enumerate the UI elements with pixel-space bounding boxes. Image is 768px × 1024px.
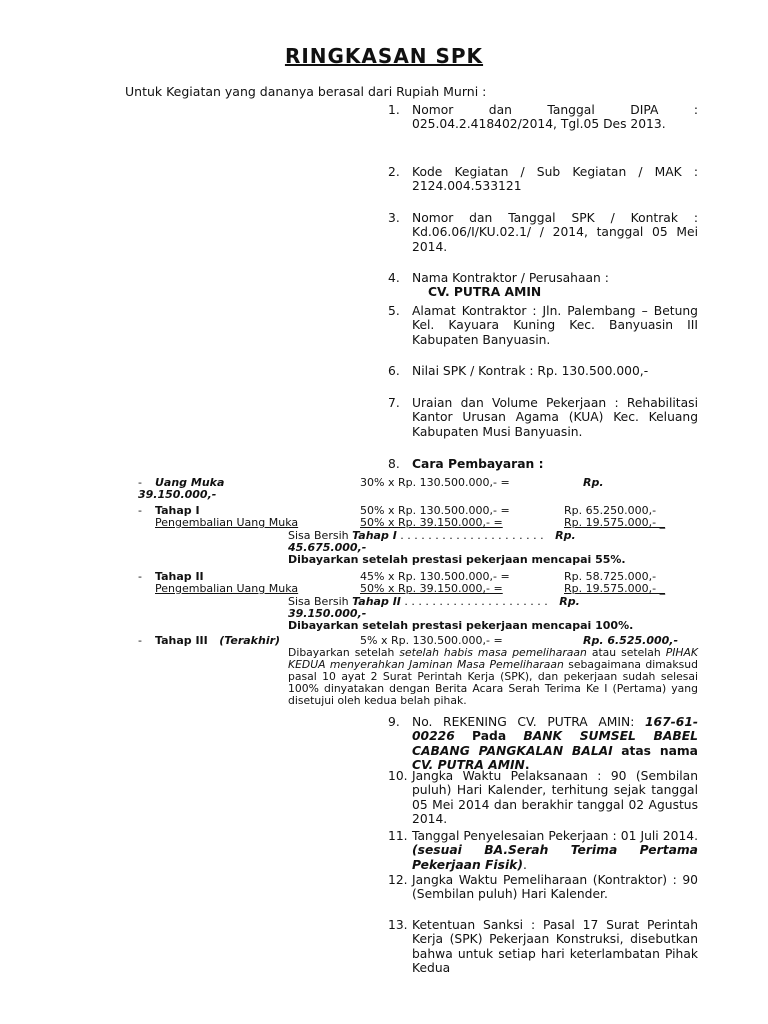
- tahap2-net-amount: 39.150.000,-: [288, 607, 367, 620]
- document-title: RINGKASAN SPK: [284, 44, 484, 68]
- item-8: [388, 457, 698, 471]
- tahap2-return-calc: 50% x Rp. 39.150.000,- =: [360, 582, 503, 595]
- tahap2-note: Dibayarkan setelah prestasi pekerjaan mencapai 100%.: [288, 619, 634, 632]
- tahap3-calc: 5% x Rp. 130.500.000,- =: [360, 634, 503, 647]
- item-3: [388, 211, 698, 254]
- item-number: 13.: [388, 918, 408, 932]
- tahap1-net-amount: 45.675.000,-: [288, 541, 367, 554]
- item11-note: (sesuai BA.Serah Terima Pertama Pekerjaan Fisik): [412, 843, 698, 872]
- tahap2-dash: -: [138, 570, 142, 583]
- item-2: [388, 165, 698, 194]
- item-number: 12.: [388, 873, 408, 887]
- item-text: Kode Kegiatan / Sub Kegiatan / MAK : 2124.004.533121: [412, 165, 698, 194]
- item11-period: .: [522, 857, 527, 872]
- item-9: [388, 715, 698, 773]
- tahap2-return-label: Pengembalian Uang Muka: [155, 582, 299, 595]
- tahap2-label: Tahap II: [155, 570, 204, 583]
- item-13: [388, 918, 698, 976]
- uang-muka-amount: 39.150.000,-: [138, 488, 217, 501]
- uang-muka-rp: Rp.: [583, 476, 604, 489]
- item-number: 11.: [388, 829, 408, 843]
- item-number: 4.: [388, 271, 400, 285]
- tahap2-return-result: Rp. 19.575.000,- _: [564, 582, 666, 595]
- tahap3-paragraph: [288, 647, 698, 707]
- net-tahap: Tahap II: [352, 595, 401, 608]
- item-number: 9.: [388, 715, 400, 729]
- item-12: [388, 873, 698, 902]
- item-5: [388, 304, 698, 347]
- item-10: [388, 769, 698, 827]
- tahap2-calc: 45% x Rp. 130.500.000,- =: [360, 570, 510, 583]
- item-1: [388, 103, 698, 132]
- item-number: 1.: [388, 103, 400, 117]
- net-label: Sisa Bersih: [288, 529, 349, 542]
- item-text: [412, 715, 698, 773]
- item-text: [412, 271, 698, 300]
- contractor-name: CV. PUTRA AMIN: [428, 285, 542, 300]
- item-text: Jangka Waktu Pemeliharaan (Kontraktor) : 90 (Sembilan puluh) Hari Kalender.: [412, 873, 698, 902]
- tahap1-return-label: Pengembalian Uang Muka: [155, 516, 299, 529]
- p-a: Dibayarkan setelah: [288, 646, 400, 659]
- item-number: 5.: [388, 304, 400, 318]
- item-text: Nomor dan Tanggal DIPA : 025.04.2.418402/2014, Tgl.05 Des 2013.: [412, 103, 698, 132]
- uang-muka-calc: 30% x Rp. 130.500.000,- =: [360, 476, 510, 489]
- net-rp: Rp.: [559, 595, 580, 608]
- item-text: Ketentuan Sanksi : Pasal 17 Surat Perintah Kerja (SPK) Pekerjaan Konstruksi, disebutkan bahwa untuk setiap hari keterlambatan Pihak Kedua: [412, 918, 698, 976]
- item-4: [388, 271, 698, 300]
- tahap3-dash: -: [138, 634, 142, 647]
- item-text: Alamat Kontraktor : Jln. Palembang – Betung Kel. Kayuara Kuning Kec. Banyuasin III Kabupaten Banyuasin.: [412, 304, 698, 347]
- item-text: Cara Pembayaran :: [412, 457, 544, 471]
- net-label: Sisa Bersih: [288, 595, 349, 608]
- item-text: [412, 829, 698, 872]
- uang-muka-label: Uang Muka: [155, 476, 225, 489]
- tahap1-calc: 50% x Rp. 130.500.000,- =: [360, 504, 510, 517]
- intro-text: Untuk Kegiatan yang dananya berasal dari Rupiah Murni :: [125, 84, 487, 99]
- p-d: PIHAK KEDUA menyerahkan Jaminan Masa Pemeliharaan: [288, 646, 698, 671]
- uang-muka-dash: -: [138, 476, 142, 489]
- net-dots: . . . . . . . . . . . . . . . . . . . . .: [404, 595, 548, 608]
- rekening-pada: Pada: [472, 729, 507, 744]
- tahap2-result: Rp. 58.725.000,-: [564, 570, 657, 583]
- net-tahap: Tahap I: [352, 529, 397, 542]
- net-rp: Rp.: [555, 529, 576, 542]
- item-11: [388, 829, 698, 872]
- tahap1-result: Rp. 65.250.000,-: [564, 504, 657, 517]
- item11-text: Tanggal Penyelesaian Pekerjaan : 01 Juli 2014.: [412, 829, 698, 843]
- item-number: 10.: [388, 769, 408, 783]
- rekening-atas-nama: atas nama: [621, 743, 698, 758]
- rekening-label: No. REKENING CV. PUTRA AMIN:: [412, 715, 635, 729]
- tahap1-return-result: Rp. 19.575.000,- _: [564, 516, 666, 529]
- account-holder: CV. PUTRA AMIN: [412, 758, 525, 773]
- rekening-period: .: [524, 758, 530, 773]
- tahap1-dash: -: [138, 504, 142, 517]
- item-text: Uraian dan Volume Pekerjaan : Rehabilitasi Kantor Urusan Agama (KUA) Kec. Keluang Kabupaten Musi Banyuasin.: [412, 396, 698, 439]
- item-number: 7.: [388, 396, 400, 410]
- item-text: Jangka Waktu Pelaksanaan : 90 (Sembilan puluh) Hari Kalender, terhitung sejak tanggal 05 Mei 2014 dan berakhir tanggal 02 Agustus 2014.: [412, 769, 698, 827]
- bank-name: BANK SUMSEL BABEL CABANG PANGKALAN BALAI: [412, 729, 698, 758]
- item-6: [388, 364, 698, 378]
- tahap3-label: [155, 635, 280, 647]
- p-e: sebagaimana dimaksud pasal 10 ayat 2 Surat Perintah Kerja (SPK), dan pekerjaan sudah selesai 100% dinyatakan dengan Berita Acara Serah Terima Ke I (Pertama) yang disetujui oleh kedua belah pihak.: [288, 658, 698, 707]
- p-b: setelah habis masa pemeliharaan: [399, 646, 587, 659]
- item-label: Nama Kontraktor / Perusahaan :: [412, 271, 609, 285]
- tahap3-label-italic: (Terakhir): [219, 634, 281, 647]
- tahap1-note: Dibayarkan setelah prestasi pekerjaan mencapai 55%.: [288, 553, 626, 566]
- item-number: 8.: [388, 457, 400, 471]
- tahap1-return-calc: 50% x Rp. 39.150.000,- =: [360, 516, 503, 529]
- item-text: Nilai SPK / Kontrak : Rp. 130.500.000,-: [412, 364, 649, 378]
- net-dots: . . . . . . . . . . . . . . . . . . . . .: [400, 529, 544, 542]
- tahap3-label-text: Tahap III: [155, 634, 208, 647]
- item-text: Nomor dan Tanggal SPK / Kontrak : Kd.06.06/I/KU.02.1/ / 2014, tanggal 05 Mei 2014.: [412, 211, 698, 254]
- p-c: atau setelah: [586, 646, 666, 659]
- tahap3-result: Rp. 6.525.000,-: [583, 634, 679, 647]
- tahap1-label: Tahap I: [155, 504, 200, 517]
- item-number: 6.: [388, 364, 400, 378]
- item-7: [388, 396, 698, 439]
- item-number: 2.: [388, 165, 400, 179]
- rekening-number: 167-61-00226: [412, 715, 698, 744]
- item-number: 3.: [388, 211, 400, 225]
